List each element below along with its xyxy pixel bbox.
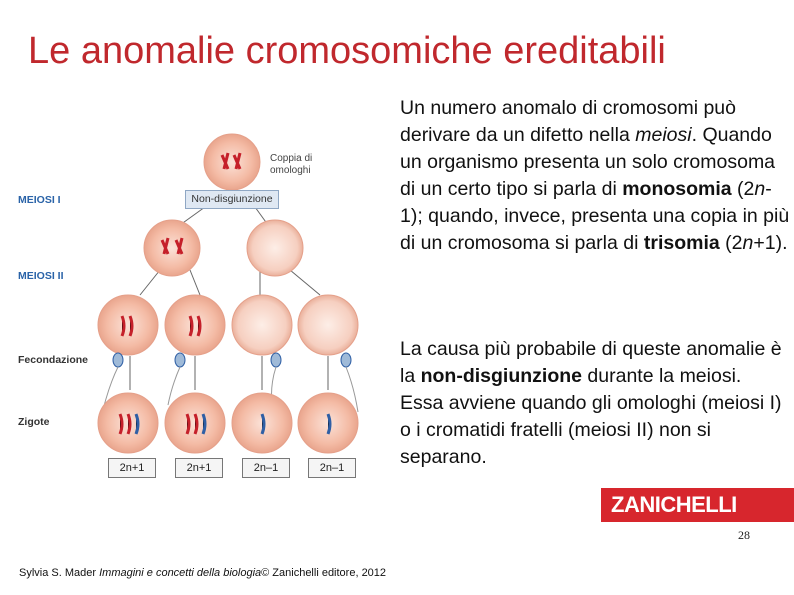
p1-text-3: (2	[731, 178, 755, 200]
paragraph-monosomia	[400, 95, 790, 257]
credit-publisher: © Zanichelli editore, 2012	[261, 567, 387, 579]
p1-meiosi: meiosi	[635, 124, 692, 146]
formula-zygote-1: 2n+1	[108, 458, 156, 478]
p1-text-5: (2	[719, 232, 743, 254]
cells-meiosis2	[98, 295, 358, 355]
cell-parent	[204, 134, 260, 190]
zygote-cells	[98, 393, 358, 453]
credit-book: Immagini e concetti della biologia	[99, 567, 262, 579]
cell-meiosis1-right	[247, 220, 303, 276]
label-zigote: Zigote	[18, 416, 50, 428]
p1-n1: n	[754, 178, 766, 200]
p2-non-disgiunzione: non-disgiunzione	[420, 365, 582, 387]
label-meiosi-2: MEIOSI II	[18, 270, 64, 282]
page-number: 28	[738, 528, 750, 542]
label-fecondazione: Fecondazione	[18, 354, 89, 366]
formula-zygote-3: 2n–1	[242, 458, 290, 478]
p1-trisomia: trisomia	[643, 232, 720, 254]
formula-zygote-4: 2n–1	[308, 458, 356, 478]
p1-monosomia: monosomia	[622, 178, 732, 200]
coppia-label-2: omologhi	[270, 165, 311, 176]
cell-diagram	[0, 120, 380, 490]
coppia-label-1: Coppia di	[270, 153, 313, 164]
non-disjunction-figure	[0, 120, 380, 490]
paragraph-non-disgiunzione	[400, 336, 790, 471]
p1-n2: n	[742, 232, 754, 254]
zanichelli-logo: ZANICHELLI	[601, 488, 794, 522]
p2-text-2: durante la meiosi. Essa avviene quando gli omologhi (meiosi I) o i cromatidi fratelli (meiosi II) non si separano.	[400, 365, 782, 468]
label-meiosi-1: MEIOSI I	[18, 194, 61, 206]
p1-text-2: . Quando un organismo presenta un solo cromosoma di un certo tipo si parla di	[400, 124, 776, 200]
credit-line	[19, 567, 386, 579]
p1-text-6: +1).	[753, 232, 788, 254]
slide-title: Le anomalie cromosomiche ereditabili	[28, 30, 666, 72]
p1-text-1: Un numero anomalo di cromosomi può derivare da un difetto nella	[400, 97, 736, 146]
p2-text-1: La causa più probabile di queste anomalie è la	[400, 338, 782, 387]
p1-text-4: -1); quando, invece, presenta una copia in più di un cromosoma si parla di	[400, 178, 790, 254]
formula-zygote-2: 2n+1	[175, 458, 223, 478]
non-disjunction-label: Non-disgiunzione	[185, 190, 279, 209]
cell-meiosis1-left	[144, 220, 200, 276]
credit-author: Sylvia S. Mader	[19, 567, 100, 579]
